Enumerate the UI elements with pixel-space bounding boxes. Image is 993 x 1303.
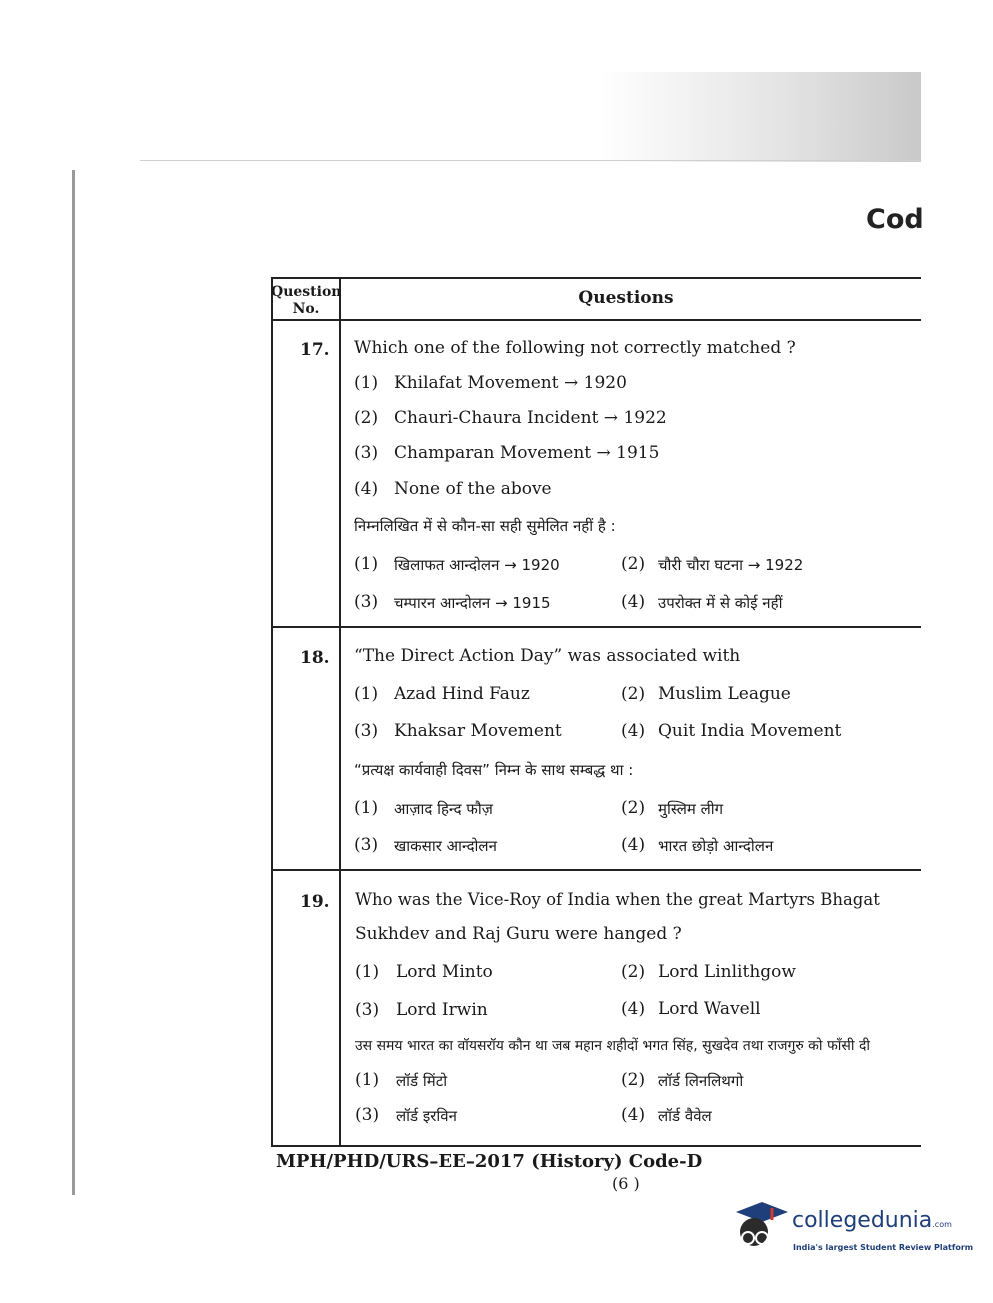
row-divider (271, 626, 921, 628)
page-edge-line (140, 160, 921, 161)
header-divider (271, 319, 921, 321)
question-number: 18. (300, 648, 330, 668)
option-number: (1) (354, 684, 379, 704)
option-number: (4) (621, 835, 646, 855)
question-text: “The Direct Action Day” was associated with (354, 646, 741, 666)
question-text-hindi: उस समय भारत का वॉयसरॉय कौन था जब महान शहीदों भगत सिंह, सुखदेव तथा राजगुरु को फाँसी दी (355, 1038, 871, 1054)
option-text: Khaksar Movement (394, 721, 562, 741)
option-text: Lord Linlithgow (658, 962, 796, 982)
option-text-hindi: लॉर्ड इरविन (396, 1107, 457, 1125)
option-text-hindi: चम्पारन आन्दोलन → 1915 (394, 594, 551, 612)
option-number: (2) (621, 684, 646, 704)
option-number: (3) (355, 1105, 380, 1125)
option-text: Khilafat Movement → 1920 (394, 373, 627, 393)
option-text: Muslim League (658, 684, 791, 704)
column-divider (339, 277, 341, 1147)
option-text-hindi: लॉर्ड वैवेल (658, 1107, 712, 1125)
option-text-hindi: भारत छोड़ो आन्दोलन (658, 837, 774, 855)
option-number: (4) (621, 999, 646, 1019)
logo-wordmark (792, 1208, 952, 1233)
option-text-hindi: लॉर्ड लिनलिथगो (658, 1072, 744, 1090)
option-number: (1) (355, 962, 380, 982)
option-number: (2) (621, 1070, 646, 1090)
option-text-hindi: मुस्लिम लीग (658, 800, 724, 818)
option-text-hindi: लॉर्ड मिंटो (396, 1072, 448, 1090)
option-number: (3) (354, 835, 379, 855)
option-text: Lord Wavell (658, 999, 761, 1019)
question-number: 19. (300, 892, 330, 912)
question-text: Who was the Vice-Roy of India when the great Martyrs Bhagat (355, 890, 880, 909)
scan-shadow (600, 72, 921, 162)
logo-suffix: .com (932, 1220, 952, 1229)
option-number: (4) (621, 721, 646, 741)
option-text: None of the above (394, 479, 552, 499)
option-text-hindi: खाकसार आन्दोलन (394, 837, 497, 855)
question-text: Which one of the following not correctly matched ? (354, 338, 796, 358)
option-text-hindi: खिलाफत आन्दोलन → 1920 (394, 556, 560, 574)
option-number: (1) (354, 373, 379, 393)
option-number: (1) (355, 1070, 380, 1090)
option-number: (2) (621, 798, 646, 818)
row-divider (271, 869, 921, 871)
option-number: (2) (354, 408, 379, 428)
option-text: Lord Minto (396, 962, 493, 982)
option-text: Chauri-Chaura Incident → 1922 (394, 408, 667, 428)
logo-tagline: India's largest Student Review Platform (793, 1243, 974, 1252)
questions-header: Questions (578, 288, 674, 308)
option-text-hindi: आज़ाद हिन्द फौज़ (394, 800, 493, 818)
page-number: (6 ) (612, 1174, 640, 1193)
option-number: (3) (355, 1000, 380, 1020)
option-text: Lord Irwin (396, 1000, 488, 1020)
paper-code-footer: MPH/PHD/URS–EE–2017 (History) Code-D (276, 1151, 703, 1172)
option-number: (3) (354, 592, 379, 612)
code-header: Cod (866, 204, 924, 235)
question-no-header: Question No. (271, 284, 342, 317)
option-number: (3) (354, 443, 379, 463)
option-text-hindi: उपरोक्त में से कोई नहीं (658, 594, 783, 612)
question-text-hindi: निम्नलिखित में से कौन-सा सही सुमेलित नहीं है : (354, 517, 616, 535)
option-text: Champaran Movement → 1915 (394, 443, 660, 463)
question-text: Sukhdev and Raj Guru were hanged ? (355, 924, 682, 944)
option-text: Quit India Movement (658, 721, 842, 741)
option-number: (4) (621, 1105, 646, 1125)
option-text: Azad Hind Fauz (394, 684, 530, 704)
option-number: (3) (354, 721, 379, 741)
option-number: (4) (621, 592, 646, 612)
option-number: (1) (354, 554, 379, 574)
logo-name: collegedunia (792, 1208, 933, 1233)
option-number: (2) (621, 554, 646, 574)
scan-left-edge (72, 170, 75, 1195)
option-number: (2) (621, 962, 646, 982)
question-number: 17. (300, 340, 330, 360)
option-text-hindi: चौरी चौरा घटना → 1922 (658, 556, 804, 574)
option-number: (1) (354, 798, 379, 818)
question-text-hindi: “प्रत्यक्ष कार्यवाही दिवस” निम्न के साथ सम्बद्ध था : (354, 761, 634, 779)
option-number: (4) (354, 479, 379, 499)
